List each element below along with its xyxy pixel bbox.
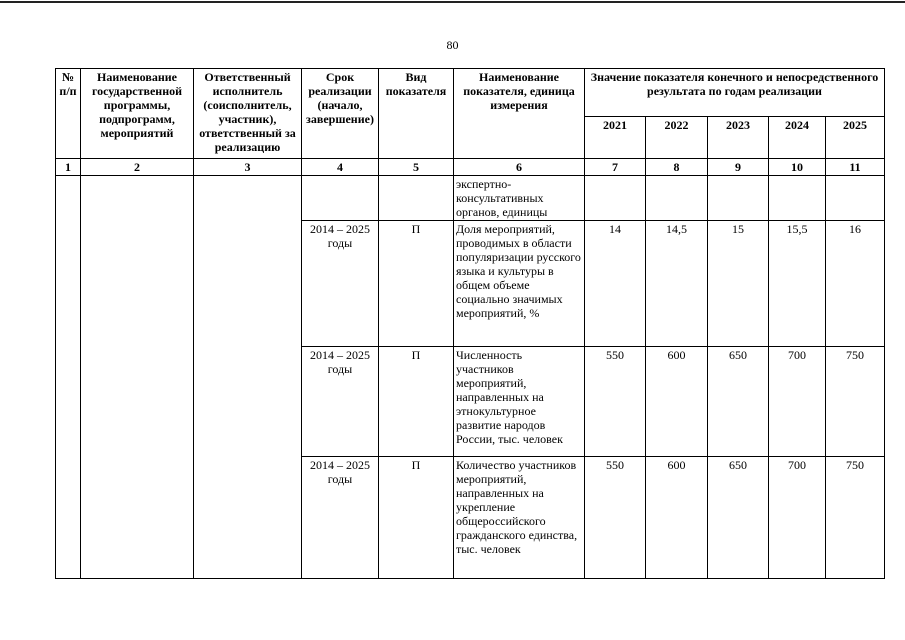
cell-value-2023	[708, 176, 769, 221]
cell-program-empty	[81, 176, 194, 579]
header-values-group: Значение показателя конечного и непосредственного результата по годам реализации	[585, 69, 885, 117]
cell-value-2022: 600	[646, 457, 708, 579]
cell-value-2025: 16	[826, 221, 885, 347]
header-indicator: Наименование показателя, единица измерения	[454, 69, 585, 159]
cell-term: 2014 – 2025 годы	[302, 457, 379, 579]
header-executor: Ответственный исполнитель (соисполнитель, участник), ответственный за реализацию	[194, 69, 302, 159]
cell-kind: П	[379, 221, 454, 347]
column-number: 11	[826, 159, 885, 176]
column-number: 1	[56, 159, 81, 176]
cell-value-2021: 550	[585, 457, 646, 579]
cell-value-2022	[646, 176, 708, 221]
column-number: 6	[454, 159, 585, 176]
cell-value-2024: 15,5	[769, 221, 826, 347]
header-program: Наименование государственной программы, подпрограмм, мероприятий	[81, 69, 194, 159]
column-number: 5	[379, 159, 454, 176]
cell-value-2025: 750	[826, 457, 885, 579]
cell-value-2022: 14,5	[646, 221, 708, 347]
cell-value-2025	[826, 176, 885, 221]
header-year-2025: 2025	[826, 117, 885, 159]
page-number: 80	[446, 38, 459, 52]
column-number: 9	[708, 159, 769, 176]
header-year-2023: 2023	[708, 117, 769, 159]
cell-num-empty	[56, 176, 81, 579]
column-number: 8	[646, 159, 708, 176]
table-row	[56, 176, 885, 221]
column-number: 10	[769, 159, 826, 176]
header-year-2021: 2021	[585, 117, 646, 159]
cell-value-2023: 650	[708, 457, 769, 579]
cell-value-2024	[769, 176, 826, 221]
cell-value-2021	[585, 176, 646, 221]
cell-kind	[379, 176, 454, 221]
column-number: 3	[194, 159, 302, 176]
cell-value-2023: 650	[708, 347, 769, 457]
header-year-2024: 2024	[769, 117, 826, 159]
cell-term	[302, 176, 379, 221]
cell-value-2021: 14	[585, 221, 646, 347]
header-year-2022: 2022	[646, 117, 708, 159]
cell-value-2023: 15	[708, 221, 769, 347]
column-number: 7	[585, 159, 646, 176]
cell-indicator: экспертно-консультативных органов, единицы	[454, 176, 585, 221]
cell-term: 2014 – 2025 годы	[302, 347, 379, 457]
cell-executor-empty	[194, 176, 302, 579]
cell-value-2021: 550	[585, 347, 646, 457]
cell-term: 2014 – 2025 годы	[302, 221, 379, 347]
indicator-table	[55, 68, 885, 579]
cell-value-2024: 700	[769, 457, 826, 579]
cell-kind: П	[379, 457, 454, 579]
column-number: 4	[302, 159, 379, 176]
top-rule	[0, 1, 905, 3]
cell-indicator: Количество участников мероприятий, направленных на укрепление общероссийского гражданского единства, тыс. человек	[454, 457, 585, 579]
cell-indicator: Доля мероприятий, проводимых в области популяризации русского языка и культуры в общем объеме социально значимых мероприятий, %	[454, 221, 585, 347]
header-term: Срок реализации (начало, завершение)	[302, 69, 379, 159]
header-num: № п/п	[56, 69, 81, 159]
cell-value-2022: 600	[646, 347, 708, 457]
cell-kind: П	[379, 347, 454, 457]
column-number: 2	[81, 159, 194, 176]
cell-value-2025: 750	[826, 347, 885, 457]
header-kind: Вид показателя	[379, 69, 454, 159]
cell-indicator: Численность участников мероприятий, направленных на этнокультурное развитие народов России, тыс. человек	[454, 347, 585, 457]
cell-value-2024: 700	[769, 347, 826, 457]
